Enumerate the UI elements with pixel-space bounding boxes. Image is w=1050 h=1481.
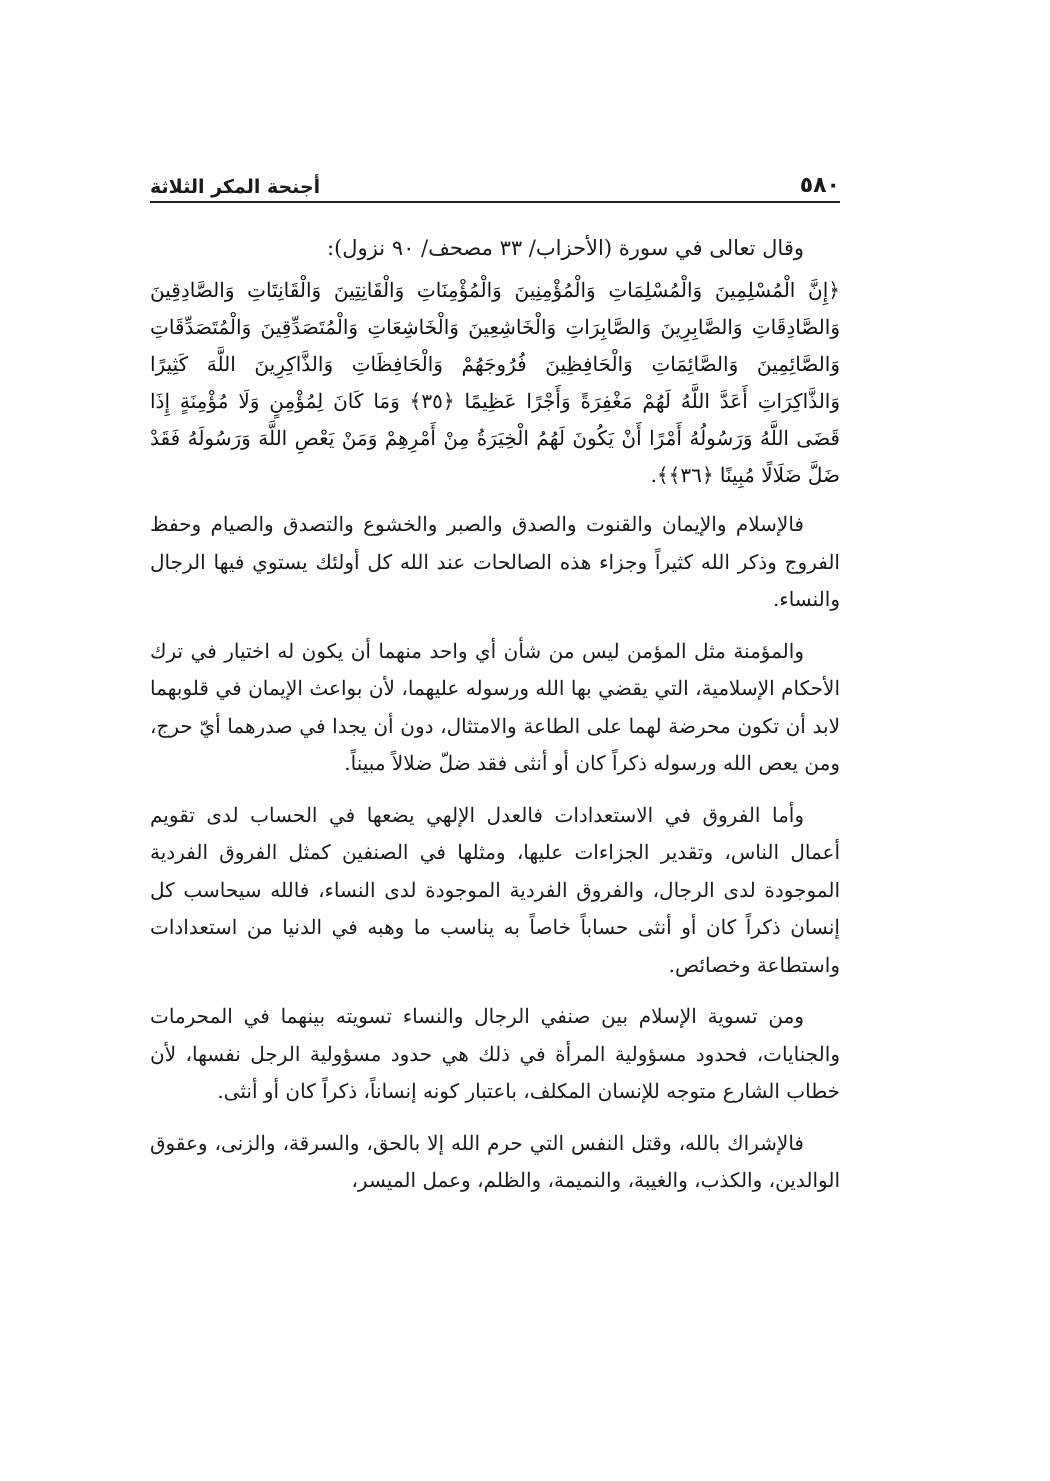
body-paragraph-1: فالإسلام والإيمان والقنوت والصدق والصبر والخشوع والتصدق والصيام وحفظ الفروج وذكر الله كثيراً وجزاء هذه الصالحات عند الله كل أولئك يستوي فيها الرجال والنساء.: [150, 512, 840, 611]
body-paragraph-4: ومن تسوية الإسلام بين صنفي الرجال والنساء تسويته بينهما في المحرمات والجنايات، فحدود مسؤولية المرأة في ذلك هي حدود مسؤولية الرجل نفسها، لأن خطاب الشارع متوجه للإنسان المكلف، باعتبار كونه إنساناً، ذكراً كان أو أنثى.: [150, 1004, 840, 1103]
header-rule: [150, 201, 840, 203]
page-body: [150, 222, 840, 1214]
page-header: [150, 158, 840, 198]
verse-intro: وقال تعالى في سورة (الأحزاب/ ٣٣ مصحف/ ٩٠ نزول):: [327, 236, 804, 260]
quran-verse-block: ﴿إِنَّ الْمُسْلِمِينَ وَالْمُسْلِمَاتِ وَالْمُؤْمِنِينَ وَالْمُؤْمِنَاتِ وَالْقَانِتِينَ وَالْقَانِتَاتِ وَالصَّادِقِينَ وَالصَّادِقَاتِ وَالصَّابِرِينَ وَالصَّابِرَاتِ وَالْخَاشِعِينَ وَالْخَاشِعَاتِ وَالْمُتَصَدِّقِينَ وَالْمُتَصَدِّقَاتِ وَالصَّائِمِينَ وَالصَّائِمَاتِ وَالْحَافِظِينَ فُرُوجَهُمْ وَالْحَافِظَاتِ وَالذَّاكِرِينَ اللَّهَ كَثِيرًا وَالذَّاكِرَاتِ أَعَدَّ اللَّهُ لَهُمْ مَغْفِرَةً وَأَجْرًا عَظِيمًا ﴿٣٥﴾ وَمَا كَانَ لِمُؤْمِنٍ وَلَا مُؤْمِنَةٍ إِذَا قَضَى اللَّهُ وَرَسُولُهُ أَمْرًا أَنْ يَكُونَ لَهُمُ الْخِيَرَةُ مِنْ أَمْرِهِمْ وَمَنْ يَعْصِ اللَّهَ وَرَسُولَهُ فَقَدْ ضَلَّ ضَلَالًا مُبِينًا ﴿٣٦﴾﴾.: [150, 278, 841, 487]
body-paragraph-3: وأما الفروق في الاستعدادات فالعدل الإلهي يضعها في الحساب لدى تقويم أعمال الناس، وتقدير الجزاءات عليها، ومثلها في الصنفين كمثل الفروق الفردية الموجودة لدى الرجال، والفروق الفردية الموجودة لدى النساء، فالله سيحاسب كل إنسان ذكراً كان أو أنثى حساباً خاصاً به يناسب ما وهبه في الدنيا من استعدادات واستطاعة وخصائص.: [150, 802, 840, 977]
body-paragraph-5: فالإشراك بالله، وقتل النفس التي حرم الله إلا بالحق، والسرقة، والزنى، وعقوق الوالدين، والكذب، والغيبة، والنميمة، والظلم، وعمل الميسر،: [150, 1130, 840, 1192]
body-paragraph-2: والمؤمنة مثل المؤمن ليس من شأن أي واحد منهما أن يكون له اختيار في ترك الأحكام الإسلامية، التي يقضي بها الله ورسوله عليهما، لأن بواعث الإيمان في قلوبهما لابد أن تكون محرضة لهما على الطاعة والامتثال، دون أن يجدا في صدرهما أيّ حرج، ومن يعص الله ورسوله ذكراً كان أو أنثى فقد ضلّ ضلالاً مبيناً.: [150, 638, 840, 775]
running-title: أجنحة المكر الثلاثة: [150, 176, 321, 198]
page-number: ٥٨٠: [799, 173, 840, 198]
